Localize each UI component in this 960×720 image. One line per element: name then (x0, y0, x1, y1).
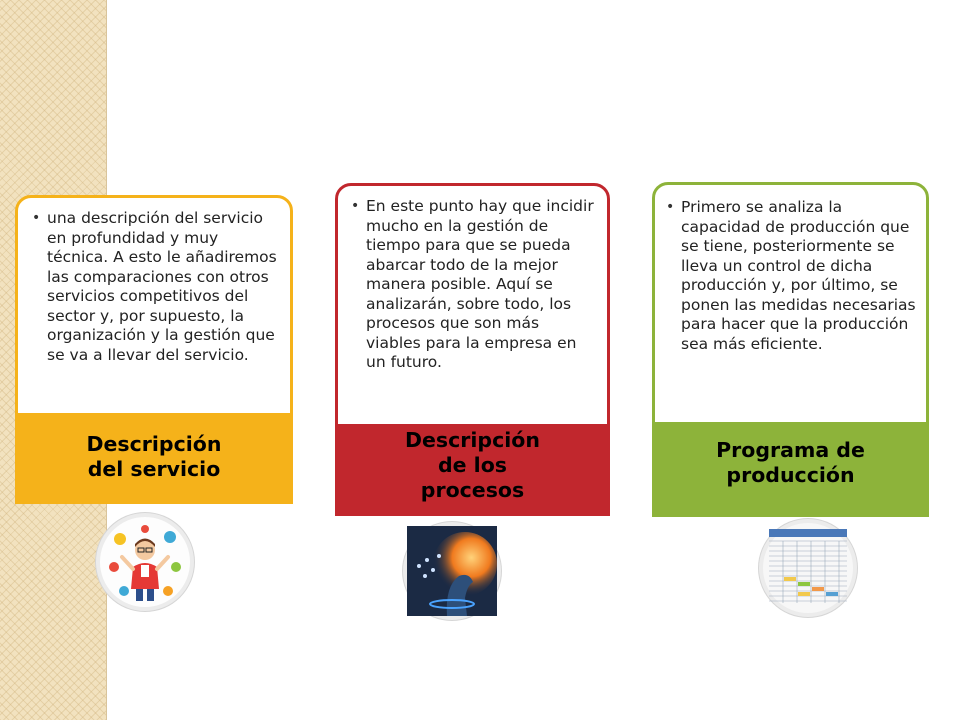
card-process-description-text-list (351, 197, 595, 373)
processes-hand-icon (403, 522, 501, 620)
card-service-description-text: una descripción del servicio en profundidad y muy técnica. A esto le añadiremos las comparaciones con otros servicios competitivos del sector y, por supuesto, la organización y la gestión que se va a llevar del servicio. (47, 209, 277, 364)
card-production-program-text: Primero se analiza la capacidad de producción que se tiene, posteriormente se lleva un control de dicha producción y, por último, se ponen las medidas necesarias para hacer que la producción sea más eficiente. (681, 198, 916, 353)
service-person-icon-graphic (100, 517, 190, 607)
card-service-description-bullet (32, 209, 278, 365)
card-process-description-text: En este punto hay que incidir mucho en la gestión de tiempo para que se pueda abarcar todo de la mejor manera posible. Aquí se analizarán, sobre todo, los procesos que son más viables para la empresa en un futuro. (366, 197, 594, 371)
label-line-1: Descripción (405, 428, 540, 452)
processes-hand-icon-graphic (407, 526, 497, 616)
card-process-description (335, 183, 610, 516)
label-line-1: Programa de (716, 438, 865, 462)
card-process-description-bullet (351, 197, 595, 373)
label-line-2: del servicio (87, 457, 221, 481)
bullet-icon: • (32, 210, 41, 226)
card-service-description (15, 195, 293, 504)
card-production-program (652, 182, 929, 517)
card-process-description-label (338, 424, 607, 513)
label-line-3: procesos (420, 478, 525, 502)
label-line-2: producción (726, 463, 855, 487)
card-service-description-label (18, 413, 290, 501)
card-production-program-text-list (666, 198, 916, 354)
service-person-icon (96, 513, 194, 611)
bullet-icon: • (666, 199, 675, 215)
card-production-program-bullet (666, 198, 916, 354)
production-schedule-icon-graphic (763, 523, 853, 613)
label-line-1: Descripción (86, 432, 222, 456)
production-schedule-icon (759, 519, 857, 617)
bullet-icon: • (351, 198, 360, 214)
label-line-2: de los (437, 453, 507, 477)
card-service-description-text-list (32, 209, 278, 422)
card-production-program-label (655, 422, 926, 514)
